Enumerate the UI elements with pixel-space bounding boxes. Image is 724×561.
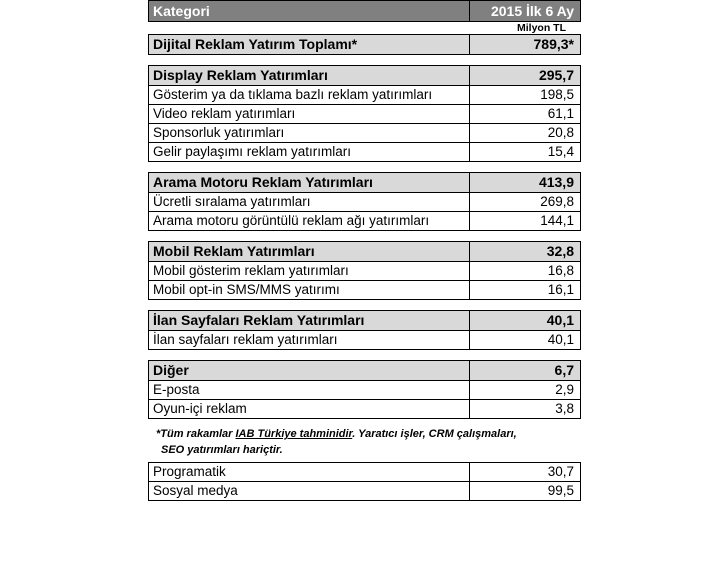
section-header-row	[149, 242, 581, 262]
row-label: Oyun-içi reklam	[149, 400, 470, 419]
table-row	[149, 105, 581, 124]
row-value: 3,8	[470, 400, 581, 419]
unit-label: Milyon TL	[517, 22, 566, 34]
table-row	[149, 381, 581, 400]
row-label: Gösterim ya da tıklama bazlı reklam yatırımları	[149, 86, 470, 105]
total-value: 789,3*	[470, 35, 581, 55]
row-value: 16,1	[470, 281, 581, 300]
section-title: Mobil Reklam Yatırımları	[149, 242, 470, 262]
row-label: Gelir paylaşımı reklam yatırımları	[149, 143, 470, 162]
row-label: Ücretli sıralama yatırımları	[149, 193, 470, 212]
header-period: 2015 İlk 6 Ay	[470, 1, 581, 22]
table-row	[149, 143, 581, 162]
report-table	[148, 0, 581, 22]
row-value: 40,1	[470, 331, 581, 350]
total-table	[148, 34, 581, 55]
section-gap	[148, 350, 578, 360]
section-table	[148, 241, 581, 300]
table-row	[149, 212, 581, 231]
table-row	[149, 463, 581, 482]
row-label: Mobil opt-in SMS/MMS yatırımı	[149, 281, 470, 300]
row-label: Programatik	[149, 463, 470, 482]
row-value: 16,8	[470, 262, 581, 281]
sections	[148, 55, 578, 423]
extra-table	[148, 462, 581, 501]
table-row	[149, 331, 581, 350]
section-total: 413,9	[470, 173, 581, 193]
table-row	[149, 482, 581, 501]
footnote	[148, 423, 578, 462]
header-row	[149, 1, 581, 22]
section-gap	[148, 231, 578, 241]
row-value: 30,7	[470, 463, 581, 482]
footnote-line2: SEO yatırımları hariçtir.	[161, 444, 283, 456]
footnote-rest: . Yaratıcı işler, CRM çalışmaları,	[352, 428, 517, 440]
total-label: Dijital Reklam Yatırım Toplamı*	[149, 35, 470, 55]
table-row	[149, 262, 581, 281]
table-row	[149, 281, 581, 300]
row-value: 15,4	[470, 143, 581, 162]
section-header-row	[149, 173, 581, 193]
row-label: E-posta	[149, 381, 470, 400]
table-row	[149, 400, 581, 419]
row-label: Sponsorluk yatırımları	[149, 124, 470, 143]
section-title: Arama Motoru Reklam Yatırımları	[149, 173, 470, 193]
header-category: Kategori	[149, 1, 470, 22]
section-header-row	[149, 361, 581, 381]
section-header-row	[149, 311, 581, 331]
row-label: İlan sayfaları reklam yatırımları	[149, 331, 470, 350]
row-value: 269,8	[470, 193, 581, 212]
table-row	[149, 86, 581, 105]
section-total: 40,1	[470, 311, 581, 331]
section-title: İlan Sayfaları Reklam Yatırımları	[149, 311, 470, 331]
section-title: Diğer	[149, 361, 470, 381]
row-label: Video reklam yatırımları	[149, 105, 470, 124]
row-value: 144,1	[470, 212, 581, 231]
total-row	[149, 35, 581, 55]
section-table	[148, 310, 581, 350]
table-row	[149, 124, 581, 143]
row-value: 61,1	[470, 105, 581, 124]
section-table	[148, 65, 581, 162]
section-total: 295,7	[470, 66, 581, 86]
row-label: Mobil gösterim reklam yatırımları	[149, 262, 470, 281]
section-table	[148, 360, 581, 419]
section-total: 32,8	[470, 242, 581, 262]
section-title: Display Reklam Yatırımları	[149, 66, 470, 86]
section-gap	[148, 162, 578, 172]
section-table	[148, 172, 581, 231]
investment-report	[148, 0, 578, 501]
row-value: 20,8	[470, 124, 581, 143]
section-gap	[148, 55, 578, 65]
row-label: Sosyal medya	[149, 482, 470, 501]
row-label: Arama motoru görüntülü reklam ağı yatırımları	[149, 212, 470, 231]
row-value: 99,5	[470, 482, 581, 501]
footnote-prefix: *Tüm rakamlar	[156, 428, 236, 440]
row-value: 198,5	[470, 86, 581, 105]
section-header-row	[149, 66, 581, 86]
section-gap	[148, 300, 578, 310]
footnote-source: IAB Türkiye tahminidir	[235, 428, 353, 440]
table-row	[149, 193, 581, 212]
row-value: 2,9	[470, 381, 581, 400]
section-total: 6,7	[470, 361, 581, 381]
